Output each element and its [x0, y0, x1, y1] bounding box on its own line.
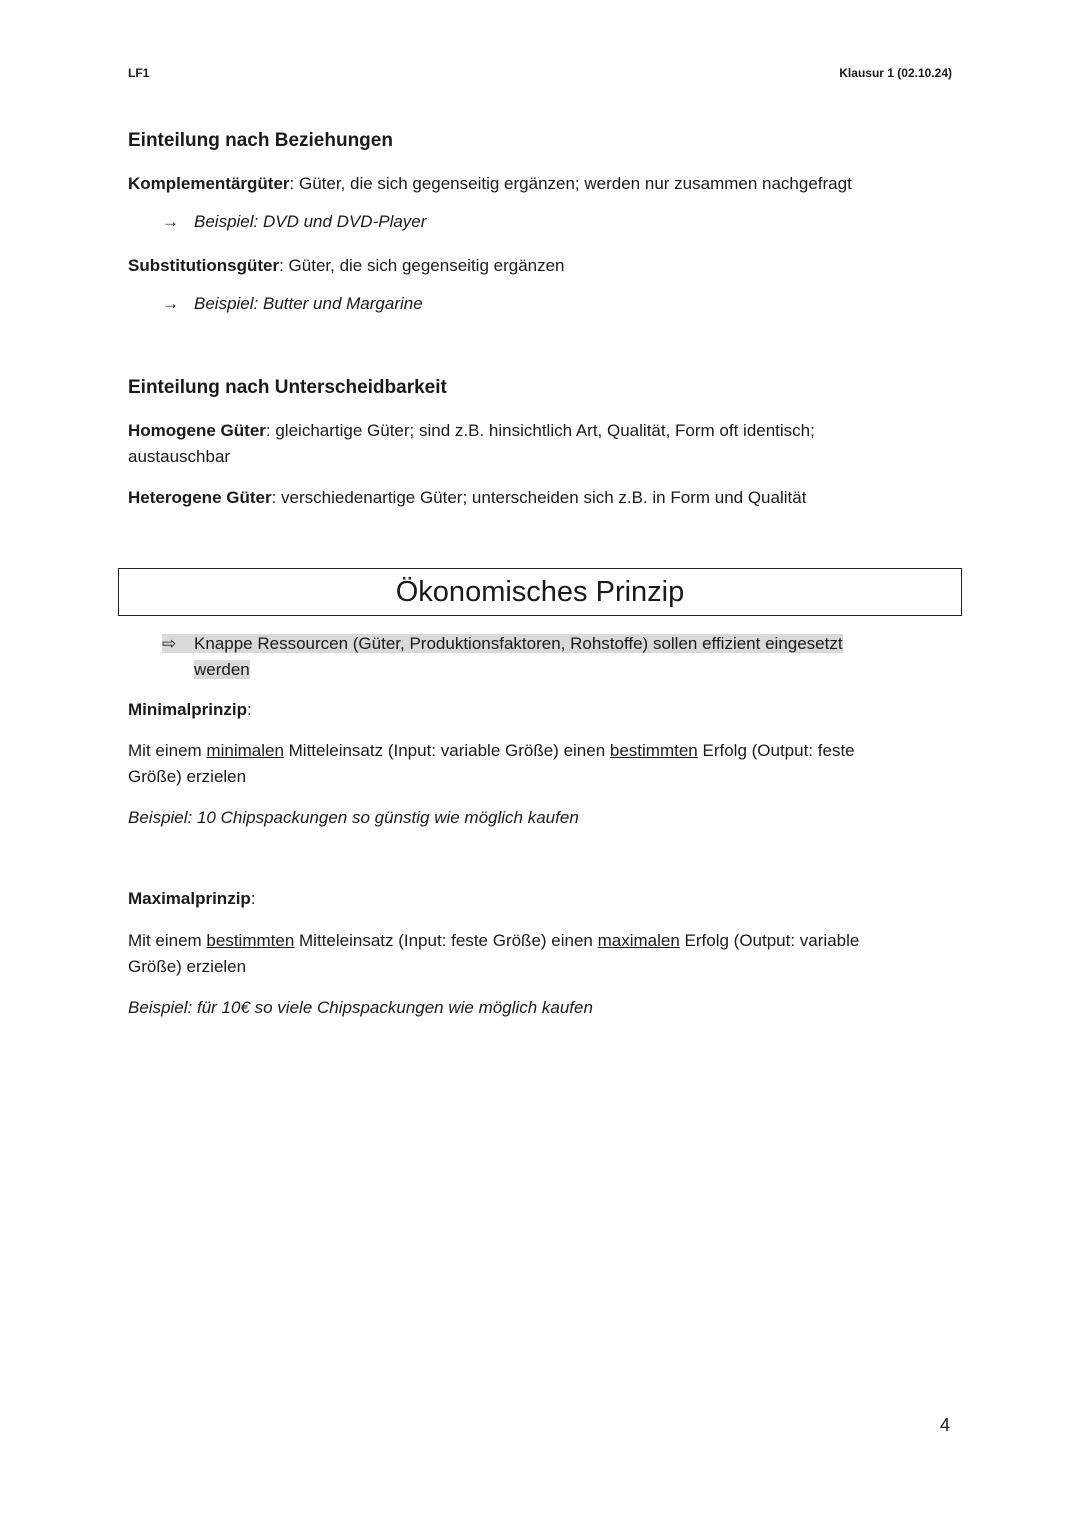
definition-text: : verschiedenartige Güter; unterscheiden sich z.B. in Form und Qualität — [271, 488, 807, 507]
example — [162, 212, 426, 232]
term: Homogene Güter — [128, 421, 266, 440]
term: Heterogene Güter — [128, 488, 272, 507]
term: Substitutionsgüter — [128, 256, 280, 275]
colon: : — [250, 889, 256, 908]
definition-text: : Güter, die sich gegenseitig ergänzen — [279, 256, 565, 275]
arrow-icon: → — [162, 294, 179, 313]
definition — [128, 253, 565, 279]
underlined-text: bestimmten — [609, 741, 698, 760]
term: Minimalprinzip — [128, 700, 247, 719]
underlined-text: bestimmten — [206, 931, 295, 950]
text: Mitteleinsatz (Input: variable Größe) einen — [283, 741, 610, 760]
text: Mitteleinsatz (Input: feste Größe) einen — [294, 931, 598, 950]
text: Mit einem — [128, 931, 207, 950]
term: Komplementärgüter — [128, 174, 290, 193]
underlined-text: maximalen — [597, 931, 680, 950]
term: Maximalprinzip — [128, 889, 251, 908]
principle-bullet — [162, 631, 843, 683]
colon: : — [247, 700, 252, 719]
minimal-definition — [128, 738, 855, 790]
arrow-icon: → — [162, 212, 179, 231]
example: Beispiel: für 10€ so viele Chipspackungen wie möglich kaufen — [128, 998, 593, 1017]
section-heading: Einteilung nach Beziehungen — [128, 130, 393, 151]
bullet-text: werden — [194, 660, 250, 679]
text: Erfolg (Output: feste — [697, 741, 855, 760]
hollow-arrow-icon: ⇨ — [162, 634, 177, 653]
text: Mit einem — [128, 741, 207, 760]
page-number: 4 — [940, 1415, 951, 1435]
definition-text: : gleichartige Güter; sind z.B. hinsichtlich Art, Qualität, Form oft identisch; — [265, 421, 815, 440]
definition — [128, 418, 815, 470]
definition — [128, 485, 806, 511]
subheading — [128, 697, 252, 723]
example: Beispiel: 10 Chipspackungen so günstig wie möglich kaufen — [128, 808, 579, 827]
example-text: Beispiel: Butter und Margarine — [194, 294, 423, 313]
definition — [128, 171, 852, 197]
subheading — [128, 886, 256, 912]
text: Größe) erzielen — [128, 957, 247, 976]
title-box: Ökonomisches Prinzip — [118, 568, 962, 616]
bullet-text: Knappe Ressourcen (Güter, Produktionsfaktoren, Rohstoffe) sollen effizient eingesetzt — [194, 634, 843, 653]
text: Erfolg (Output: variable — [679, 931, 860, 950]
example — [162, 294, 423, 314]
section-heading: Einteilung nach Unterscheidbarkeit — [128, 377, 447, 398]
maximal-definition — [128, 928, 859, 980]
text: Größe) erzielen — [128, 767, 247, 786]
header-right: Klausur 1 (02.10.24) — [839, 66, 952, 80]
definition-text: austauschbar — [128, 447, 231, 466]
example-text: Beispiel: DVD und DVD-Player — [194, 212, 427, 231]
header-left: LF1 — [128, 66, 150, 80]
definition-text: : Güter, die sich gegenseitig ergänzen; werden nur zusammen nachgefragt — [289, 174, 852, 193]
underlined-text: minimalen — [206, 741, 284, 760]
